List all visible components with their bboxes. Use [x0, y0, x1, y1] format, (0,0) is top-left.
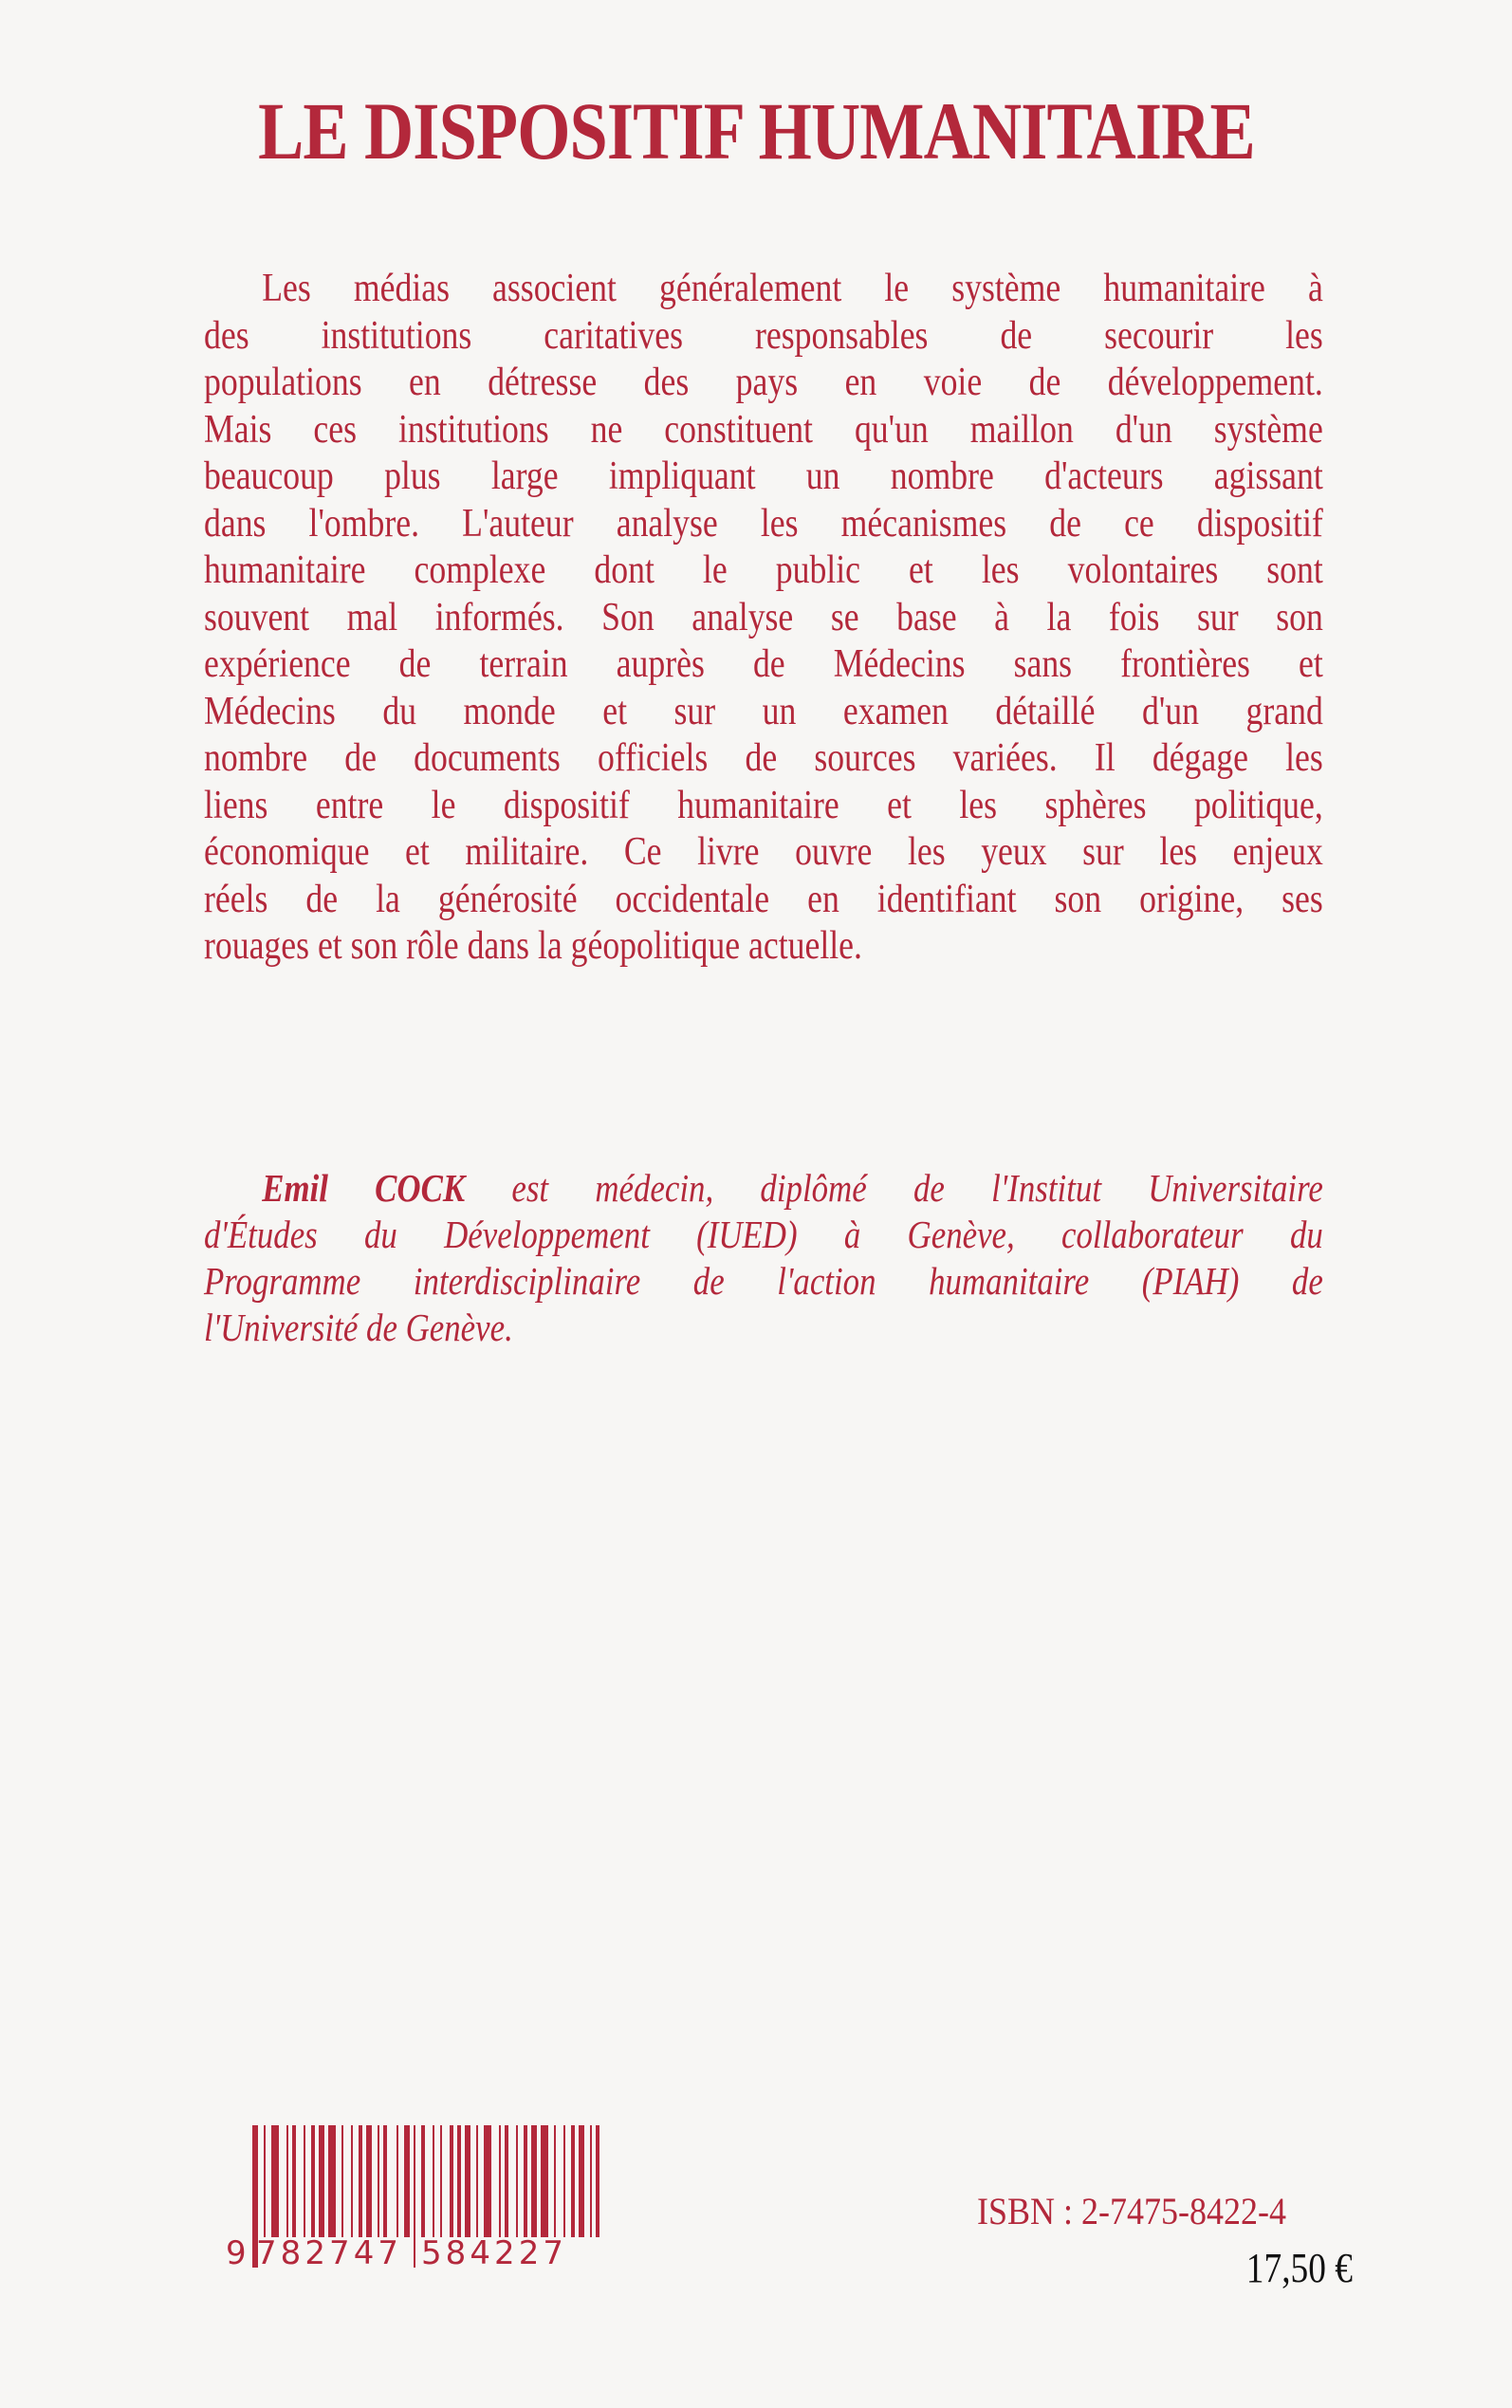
summary-line: Les médias associent généralement le système humanitaire à — [262, 267, 1323, 310]
barcode-digits-right: 584227 — [421, 2234, 563, 2268]
summary-line: beaucoup plus large impliquant un nombre d'acteurs agissant — [204, 454, 1323, 498]
summary-line: populations en détresse des pays en voie de développement. — [204, 361, 1323, 404]
author-bio-line: l'Université de Genève. — [204, 1306, 513, 1349]
barcode-bar — [433, 2125, 434, 2237]
summary-line: humanitaire complexe dont le public et les volontaires sont — [204, 548, 1323, 592]
barcode-bar — [531, 2125, 537, 2237]
barcode-bar — [414, 2125, 415, 2268]
barcode-bar — [457, 2125, 461, 2237]
author-bio — [204, 1165, 1323, 1351]
barcode-bar — [378, 2125, 379, 2237]
barcode-bar — [328, 2125, 336, 2237]
barcode-digits-left: 782747 — [256, 2234, 398, 2268]
isbn — [977, 2189, 1320, 2233]
price — [1227, 2244, 1353, 2292]
summary-line: dans l'ombre. L'auteur analyse les mécanismes de ce dispositif — [204, 501, 1323, 546]
book-title — [0, 83, 1512, 178]
barcode-bar — [271, 2125, 279, 2237]
summary-line: expérience de terrain auprès de Médecins sans frontières et — [204, 642, 1323, 686]
barcode-bar — [524, 2125, 527, 2237]
barcode-bar — [292, 2125, 296, 2237]
summary-line: rouages et son rôle dans la géopolitique actuelle. — [204, 924, 862, 968]
barcode-bar — [484, 2125, 491, 2237]
barcode-bar — [571, 2125, 575, 2237]
barcode-bar — [404, 2125, 410, 2237]
author-bio-line: d'Études du Développement (IUED) à Genève, collaborateur du — [204, 1213, 1323, 1256]
summary-line: liens entre le dispositif humanitaire et les sphères politique, — [204, 783, 1323, 827]
summary-line: Mais ces institutions ne constituent qu'un maillon d'un système — [204, 407, 1323, 452]
book-title-text: LE DISPOSITIF HUMANITAIRE — [257, 85, 1255, 176]
barcode-bar — [590, 2125, 592, 2237]
author-bio-line — [204, 1165, 1323, 1212]
barcode-bar — [499, 2125, 501, 2237]
barcode-bar — [264, 2125, 266, 2237]
barcode-bar — [516, 2125, 518, 2237]
barcode-bar — [311, 2125, 315, 2237]
summary-line: économique et militaire. Ce livre ouvre les yeux sur les enjeux — [204, 830, 1323, 874]
barcode-bar — [366, 2125, 372, 2237]
barcode-bar — [563, 2125, 565, 2237]
barcode-bar — [579, 2125, 584, 2237]
author-bio-line: Programme interdisciplinaire de l'action humanitaire (PIAH) de — [204, 1259, 1323, 1303]
barcode-bar — [476, 2125, 478, 2237]
barcode-bar — [421, 2125, 425, 2237]
barcode-bar — [304, 2125, 305, 2237]
barcode-bar — [505, 2125, 508, 2237]
barcode-digit-lead: 9 — [226, 2234, 247, 2268]
barcode-bar — [396, 2125, 398, 2237]
summary-line: nombre de documents officiels de sources variées. Il dégage les — [204, 736, 1323, 780]
price-text: 17,50 € — [1245, 2245, 1353, 2291]
barcode-bar — [319, 2125, 324, 2237]
barcode-bar — [359, 2125, 362, 2237]
author-bio-text: est médecin, diplômé de l'Institut Universitaire — [465, 1166, 1323, 1210]
barcode-bar — [465, 2125, 470, 2237]
barcode-bar — [554, 2125, 556, 2237]
author-name: Emil COCK — [262, 1166, 466, 1210]
barcode-bar — [286, 2125, 288, 2237]
summary-line: souvent mal informés. Son analyse se base à la fois sur son — [204, 595, 1323, 639]
barcode — [226, 2125, 611, 2268]
summary-line: réels de la générosité occidentale en identifiant son origine, ses — [204, 877, 1323, 921]
barcode-bar — [351, 2125, 353, 2237]
barcode-bar — [450, 2125, 453, 2237]
summary-paragraph — [204, 266, 1323, 971]
barcode-bar — [341, 2125, 343, 2237]
barcode-bar — [541, 2125, 548, 2237]
barcode-bar — [383, 2125, 387, 2237]
summary-line: Médecins du monde et sur un examen détaillé d'un grand — [204, 689, 1323, 733]
barcode-bar — [440, 2125, 442, 2237]
barcode-bar — [596, 2125, 599, 2237]
isbn-text: ISBN : 2-7475-8422-4 — [977, 2190, 1286, 2232]
summary-line: des institutions caritatives responsables de secourir les — [204, 313, 1323, 358]
